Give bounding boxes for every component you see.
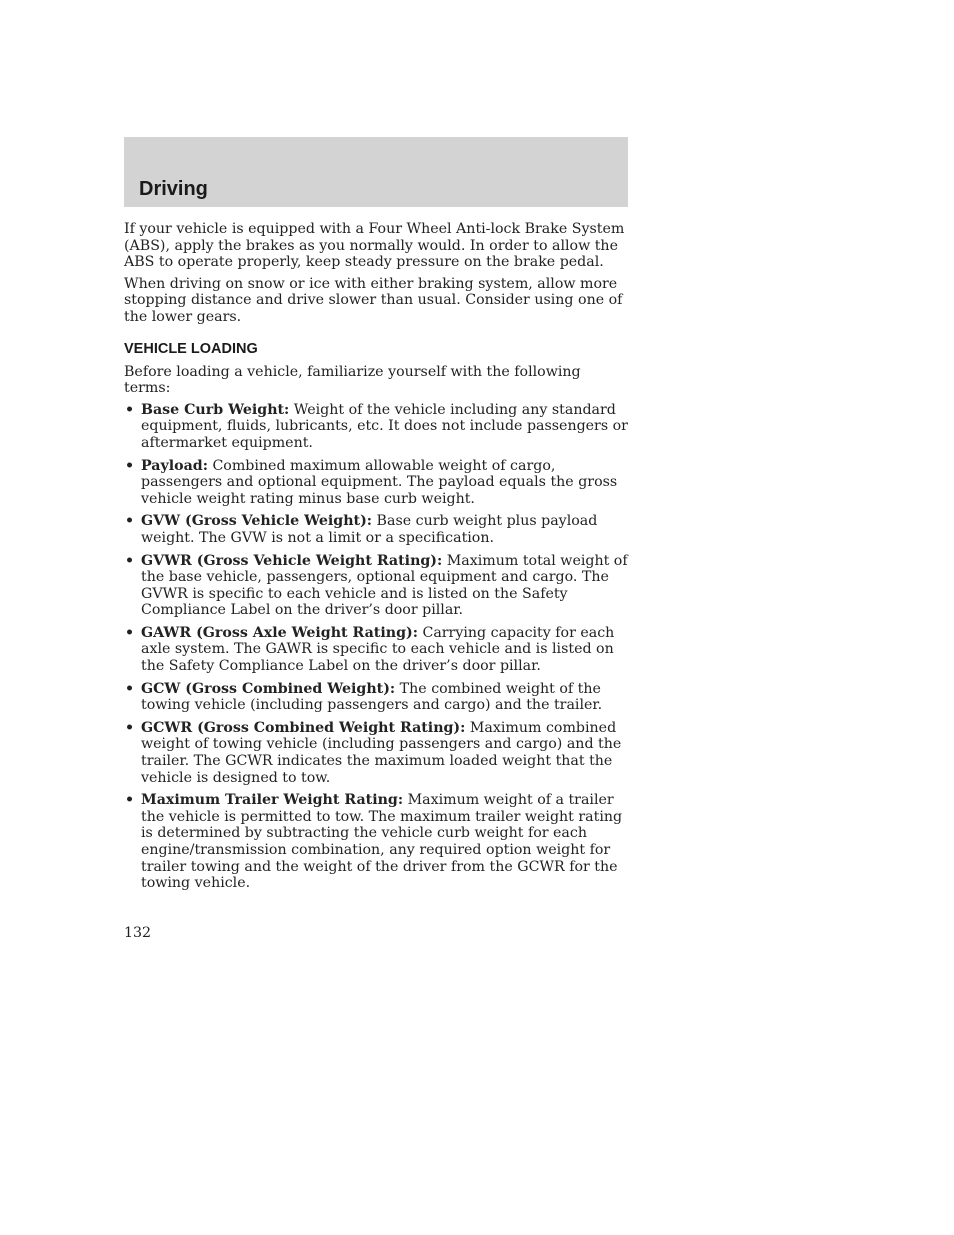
bullet-glyph: • <box>125 624 135 641</box>
section-heading: VEHICLE LOADING <box>124 340 258 357</box>
term-definition: Carrying capacity for each axle system. The GAWR is specific to each vehicle and is listed on the Safety Compliance Label on the driver’s door pillar. <box>141 624 615 675</box>
term-definition: Maximum combined weight of towing vehicle (including passengers and cargo) and the trailer. The GCWR indicates the maximum loaded weight that the vehicle is designed to tow. <box>141 719 622 786</box>
term-name: GCWR (Gross Combined Weight Rating): <box>141 719 466 736</box>
term-name: GVWR (Gross Vehicle Weight Rating): <box>141 552 443 569</box>
page-content <box>124 221 630 898</box>
page-title: Driving <box>139 178 208 200</box>
list-item-gcw <box>124 681 630 714</box>
list-item-payload <box>124 458 630 508</box>
snow-ice-paragraph: When driving on snow or ice with either braking system, allow more stopping distance and drive slower than usual. Consider using one of the lower gears. <box>124 275 623 325</box>
term-definition: Weight of the vehicle including any standard equipment, fluids, lubricants, etc. It does not include passengers or aftermarket equipment. <box>141 401 628 451</box>
bullet-glyph: • <box>125 792 135 809</box>
bullet-glyph: • <box>125 513 135 530</box>
term-definition: Maximum weight of a trailer the vehicle is permitted to tow. The maximum trailer weight rating is determined by subtracting the vehicle curb weight for each engine/transmission combination, any required option weight for trailer towing and the weight of the driver from the GCWR for the towing vehicle. <box>141 792 623 892</box>
term-name: GCW (Gross Combined Weight): <box>141 680 396 697</box>
bullet-glyph: • <box>125 552 135 569</box>
bullet-glyph: • <box>125 457 135 474</box>
bullet-glyph: • <box>125 401 135 418</box>
page-number: 132 <box>124 925 152 941</box>
term-name: GVW (Gross Vehicle Weight): <box>141 513 373 530</box>
term-definition: Maximum total weight of the base vehicle, passengers, optional equipment and cargo. The GVWR is specific to each vehicle and is listed on the Safety Compliance Label on the driver’s door pillar. <box>141 552 628 619</box>
list-item-base-curb-weight <box>124 402 630 452</box>
section-header-band <box>124 137 628 207</box>
section-lead: Before loading a vehicle, familiarize yourself with the following terms: <box>124 363 581 397</box>
term-name: GAWR (Gross Axle Weight Rating): <box>141 624 418 641</box>
term-name: Payload: <box>141 457 208 474</box>
terms-list <box>124 402 630 892</box>
list-item-gvwr <box>124 553 630 619</box>
bullet-glyph: • <box>125 680 135 697</box>
abs-paragraph: If your vehicle is equipped with a Four Wheel Anti-lock Brake System (ABS), apply the brakes as you normally would. In order to allow the ABS to operate properly, keep steady pressure on the brake pedal. <box>124 221 625 271</box>
list-item-gcwr <box>124 720 630 786</box>
list-item-gawr <box>124 625 630 675</box>
list-item-gvw <box>124 513 630 546</box>
term-name: Maximum Trailer Weight Rating: <box>141 792 404 809</box>
term-name: Base Curb Weight: <box>141 401 290 418</box>
bullet-glyph: • <box>125 719 135 736</box>
term-definition: The combined weight of the towing vehicle (including passengers and cargo) and the trailer. <box>141 680 603 714</box>
term-definition: Base curb weight plus payload weight. The GVW is not a limit or a specification. <box>141 513 598 546</box>
list-item-max-trailer-weight <box>124 792 630 892</box>
term-definition: Combined maximum allowable weight of cargo, passengers and optional equipment. The payload equals the gross vehicle weight rating minus base curb weight. <box>141 457 618 507</box>
